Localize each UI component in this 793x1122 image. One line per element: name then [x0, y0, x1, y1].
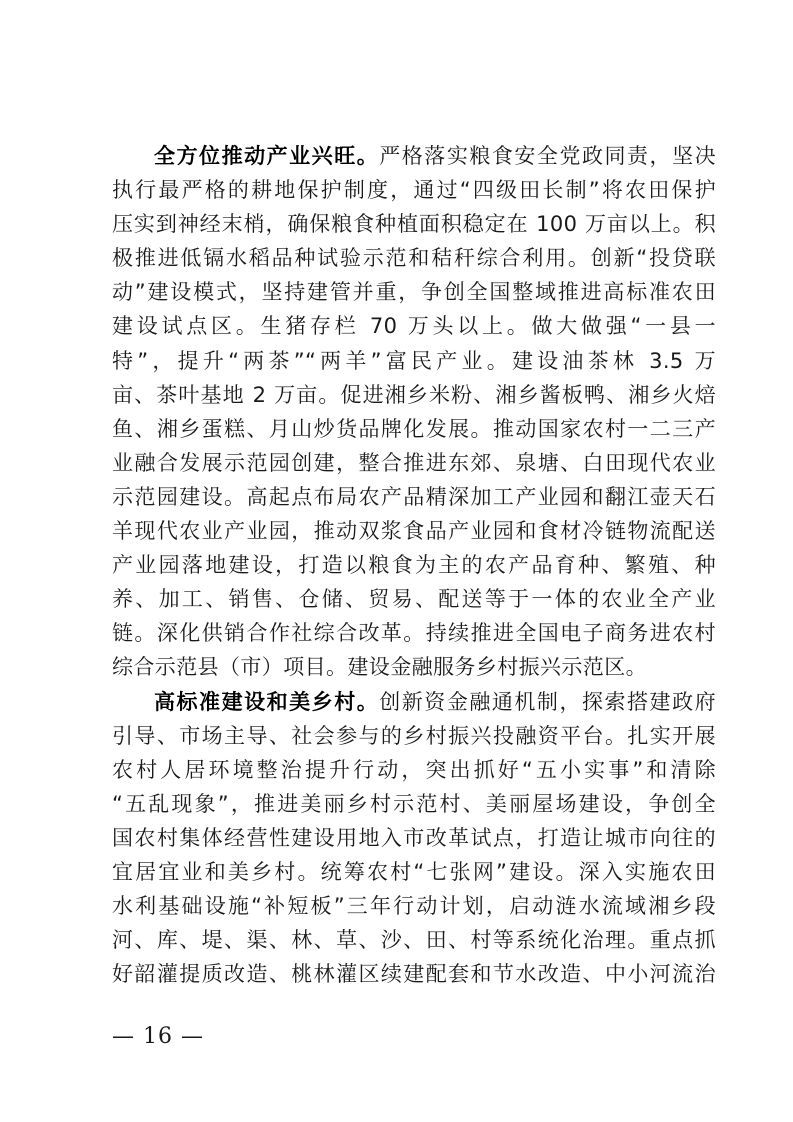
text-line	[112, 821, 716, 855]
text-line	[112, 616, 716, 650]
line-text: 链。深化供销合作社综合改革。持续推进全国电子商务进农村	[112, 621, 716, 646]
line-text: 宜居宜业和美乡村。统筹农村“七张网”建设。深入实施农田	[112, 859, 716, 884]
paragraph	[112, 685, 716, 992]
line-text: 鱼、湘乡蛋糕、月山炒货品牌化发展。推动国家农村一二三产	[112, 416, 716, 441]
document-body	[112, 139, 716, 991]
paragraph-heading: 全方位推动产业兴旺。	[154, 144, 380, 168]
line-text: 综合示范县（市）项目。建设金融服务乡村振兴示范区。	[112, 655, 647, 680]
line-text: 动”建设模式，坚持建管并重，争创全国整域推进高标准农田	[112, 280, 716, 305]
text-line	[112, 412, 716, 446]
line-text: 示范园建设。高起点布局农产品精深加工产业园和翻江壶天石	[112, 484, 716, 509]
line-text: 压实到神经末梢，确保粮食种植面积稳定在 100 万亩以上。积	[112, 212, 716, 237]
text-line	[112, 719, 716, 753]
text-line	[112, 650, 716, 684]
text-line	[112, 173, 716, 207]
paragraph	[112, 139, 716, 685]
line-text: “五乱现象”，推进美丽乡村示范村、美丽屋场建设，争创全	[112, 791, 716, 816]
line-text: 河、库、堤、渠、林、草、沙、田、村等系统化治理。重点抓	[112, 928, 716, 953]
text-line	[112, 275, 716, 309]
text-line	[112, 855, 716, 889]
text-line	[112, 923, 716, 957]
paragraph-heading: 高标准建设和美乡村。	[154, 689, 380, 714]
text-line	[112, 582, 716, 616]
line-text: 水利基础设施“补短板”三年行动计划，启动涟水流域湘乡段	[112, 894, 716, 919]
line-text: 建设试点区。生猪存栏 70 万头以上。做大做强“一县一	[112, 314, 716, 339]
text-line	[112, 241, 716, 275]
text-line	[112, 787, 716, 821]
text-line	[112, 889, 716, 923]
line-text: 严格落实粮食安全党政同责，坚决	[379, 144, 716, 168]
line-text: 好韶灌提质改造、桃林灌区续建配套和节水改造、中小河流治	[112, 962, 716, 987]
text-line	[112, 685, 716, 719]
text-line	[112, 957, 716, 991]
text-line	[112, 548, 716, 582]
line-text: 极推进低镉水稻品种试验示范和秸秆综合利用。创新“投贷联	[112, 246, 716, 271]
line-text: 引导、市场主导、社会参与的乡村振兴投融资平台。扎实开展	[112, 723, 716, 748]
line-text: 亩、茶叶基地 2 万亩。促进湘乡米粉、湘乡酱板鸭、湘乡火焙	[112, 382, 716, 407]
text-line	[112, 446, 716, 480]
line-text: 执行最严格的耕地保护制度，通过“四级田长制”将农田保护	[112, 178, 716, 203]
text-line	[112, 309, 716, 343]
text-line	[112, 378, 716, 412]
text-line	[112, 207, 716, 241]
line-text: 特”，提升“两茶”“两羊”富民产业。建设油茶林 3.5 万	[112, 348, 716, 373]
text-line	[112, 480, 716, 514]
line-text: 农村人居环境整治提升行动，突出抓好“五小实事”和清除	[112, 757, 716, 782]
text-line	[112, 139, 716, 173]
line-text: 国农村集体经营性建设用地入市改革试点，打造让城市向往的	[112, 825, 716, 850]
line-text: 创新资金融通机制，探索搭建政府	[379, 689, 716, 714]
text-line	[112, 514, 716, 548]
line-text: 产业园落地建设，打造以粮食为主的农产品育种、繁殖、种	[112, 553, 716, 578]
page-number: — 16 —	[112, 1024, 204, 1049]
line-text: 养、加工、销售、仓储、贸易、配送等于一体的农业全产业	[112, 587, 716, 612]
text-line	[112, 753, 716, 787]
text-line	[112, 344, 716, 378]
line-text: 羊现代农业产业园，推动双浆食品产业园和食材冷链物流配送	[112, 519, 716, 544]
line-text: 业融合发展示范园创建，整合推进东郊、泉塘、白田现代农业	[112, 450, 716, 475]
